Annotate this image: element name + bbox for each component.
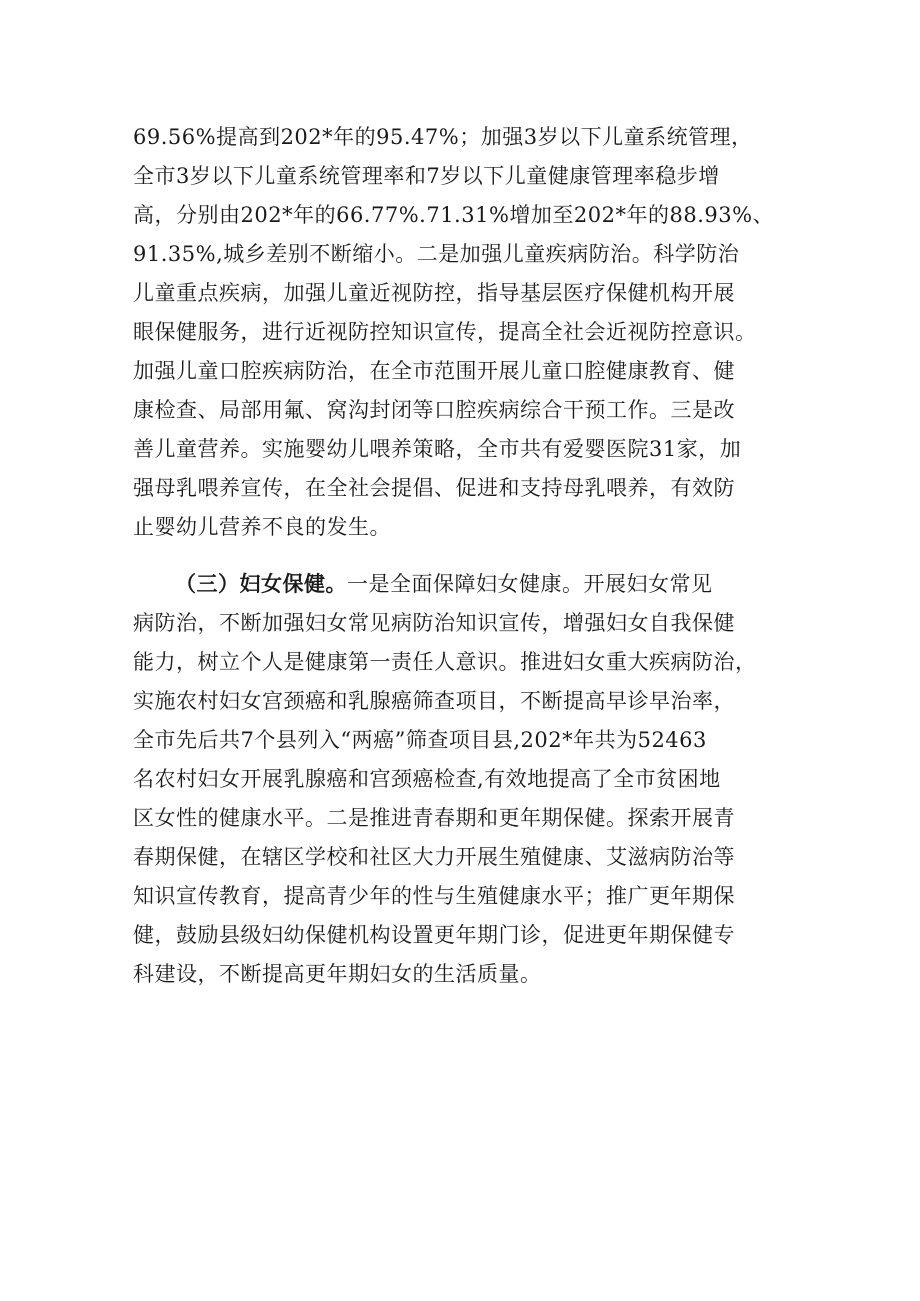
- section-first-line: 一是全面保障妇女健康。开展妇女常见: [347, 572, 713, 596]
- text-line: 病防治，不断加强妇女常见病防治知识宣传，增强妇女自我保健: [133, 611, 735, 635]
- text-line: 全市3岁以下儿童系统管理率和7岁以下儿童健康管理率稳步增: [133, 164, 720, 188]
- text-line: 科建设，不断提高更年期妇女的生活质量。: [133, 962, 542, 986]
- text-line: 眼保健服务，进行近视防控知识宣传，提高全社会近视防控意识。: [133, 320, 757, 344]
- text-line: 止婴幼儿营养不良的发生。: [133, 515, 391, 539]
- text-line: 康检查、局部用氟、窝沟封闭等口腔疾病综合干预工作。三是改: [133, 398, 735, 422]
- text-line: 实施农村妇女宫颈癌和乳腺癌筛查项目，不断提高早诊早治率，: [133, 689, 735, 713]
- section-heading-line: [133, 565, 793, 604]
- text-line: 加强儿童口腔疾病防治，在全市范围开展儿童口腔健康教育、健: [133, 359, 735, 383]
- text-line: 区女性的健康水平。二是推进青春期和更年期保健。探索开展青: [133, 806, 735, 830]
- text-line: 儿童重点疾病，加强儿童近视防控，指导基层医疗保健机构开展: [133, 281, 735, 305]
- text-line: 能力，树立个人是健康第一责任人意识。推进妇女重大疾病防治，: [133, 650, 757, 674]
- text-line: 强母乳喂养宣传，在全社会提倡、促进和支持母乳喂养，有效防: [133, 476, 735, 500]
- text-line: 69.56%提高到202*年的95.47%；加强3岁以下儿童系统管理，: [133, 125, 753, 149]
- text-line: 全市先后共7个县列入“两癌”筛查项目县,202*年共为52463: [133, 728, 707, 752]
- document-body: [133, 118, 793, 994]
- text-line: 春期保健，在辖区学校和社区大力开展生殖健康、艾滋病防治等: [133, 845, 735, 869]
- text-line: 名农村妇女开展乳腺癌和宫颈癌检查,有效地提高了全市贫困地: [133, 767, 721, 791]
- text-line: 健，鼓励县级妇幼保健机构设置更年期门诊，促进更年期保健专: [133, 923, 735, 947]
- text-line: 高，分别由202*年的66.77%.71.31%增加至202*年的88.93%、: [133, 203, 775, 227]
- text-line: 善儿童营养。实施婴幼儿喂养策略，全市共有爱婴医院31家，加: [133, 437, 742, 461]
- text-line: 91.35%,城乡差别不断缩小。二是加强儿童疾病防治。科学防治: [133, 242, 740, 266]
- section-heading: （三）妇女保健。: [175, 572, 347, 596]
- text-line: 知识宣传教育，提高青少年的性与生殖健康水平；推广更年期保: [133, 884, 735, 908]
